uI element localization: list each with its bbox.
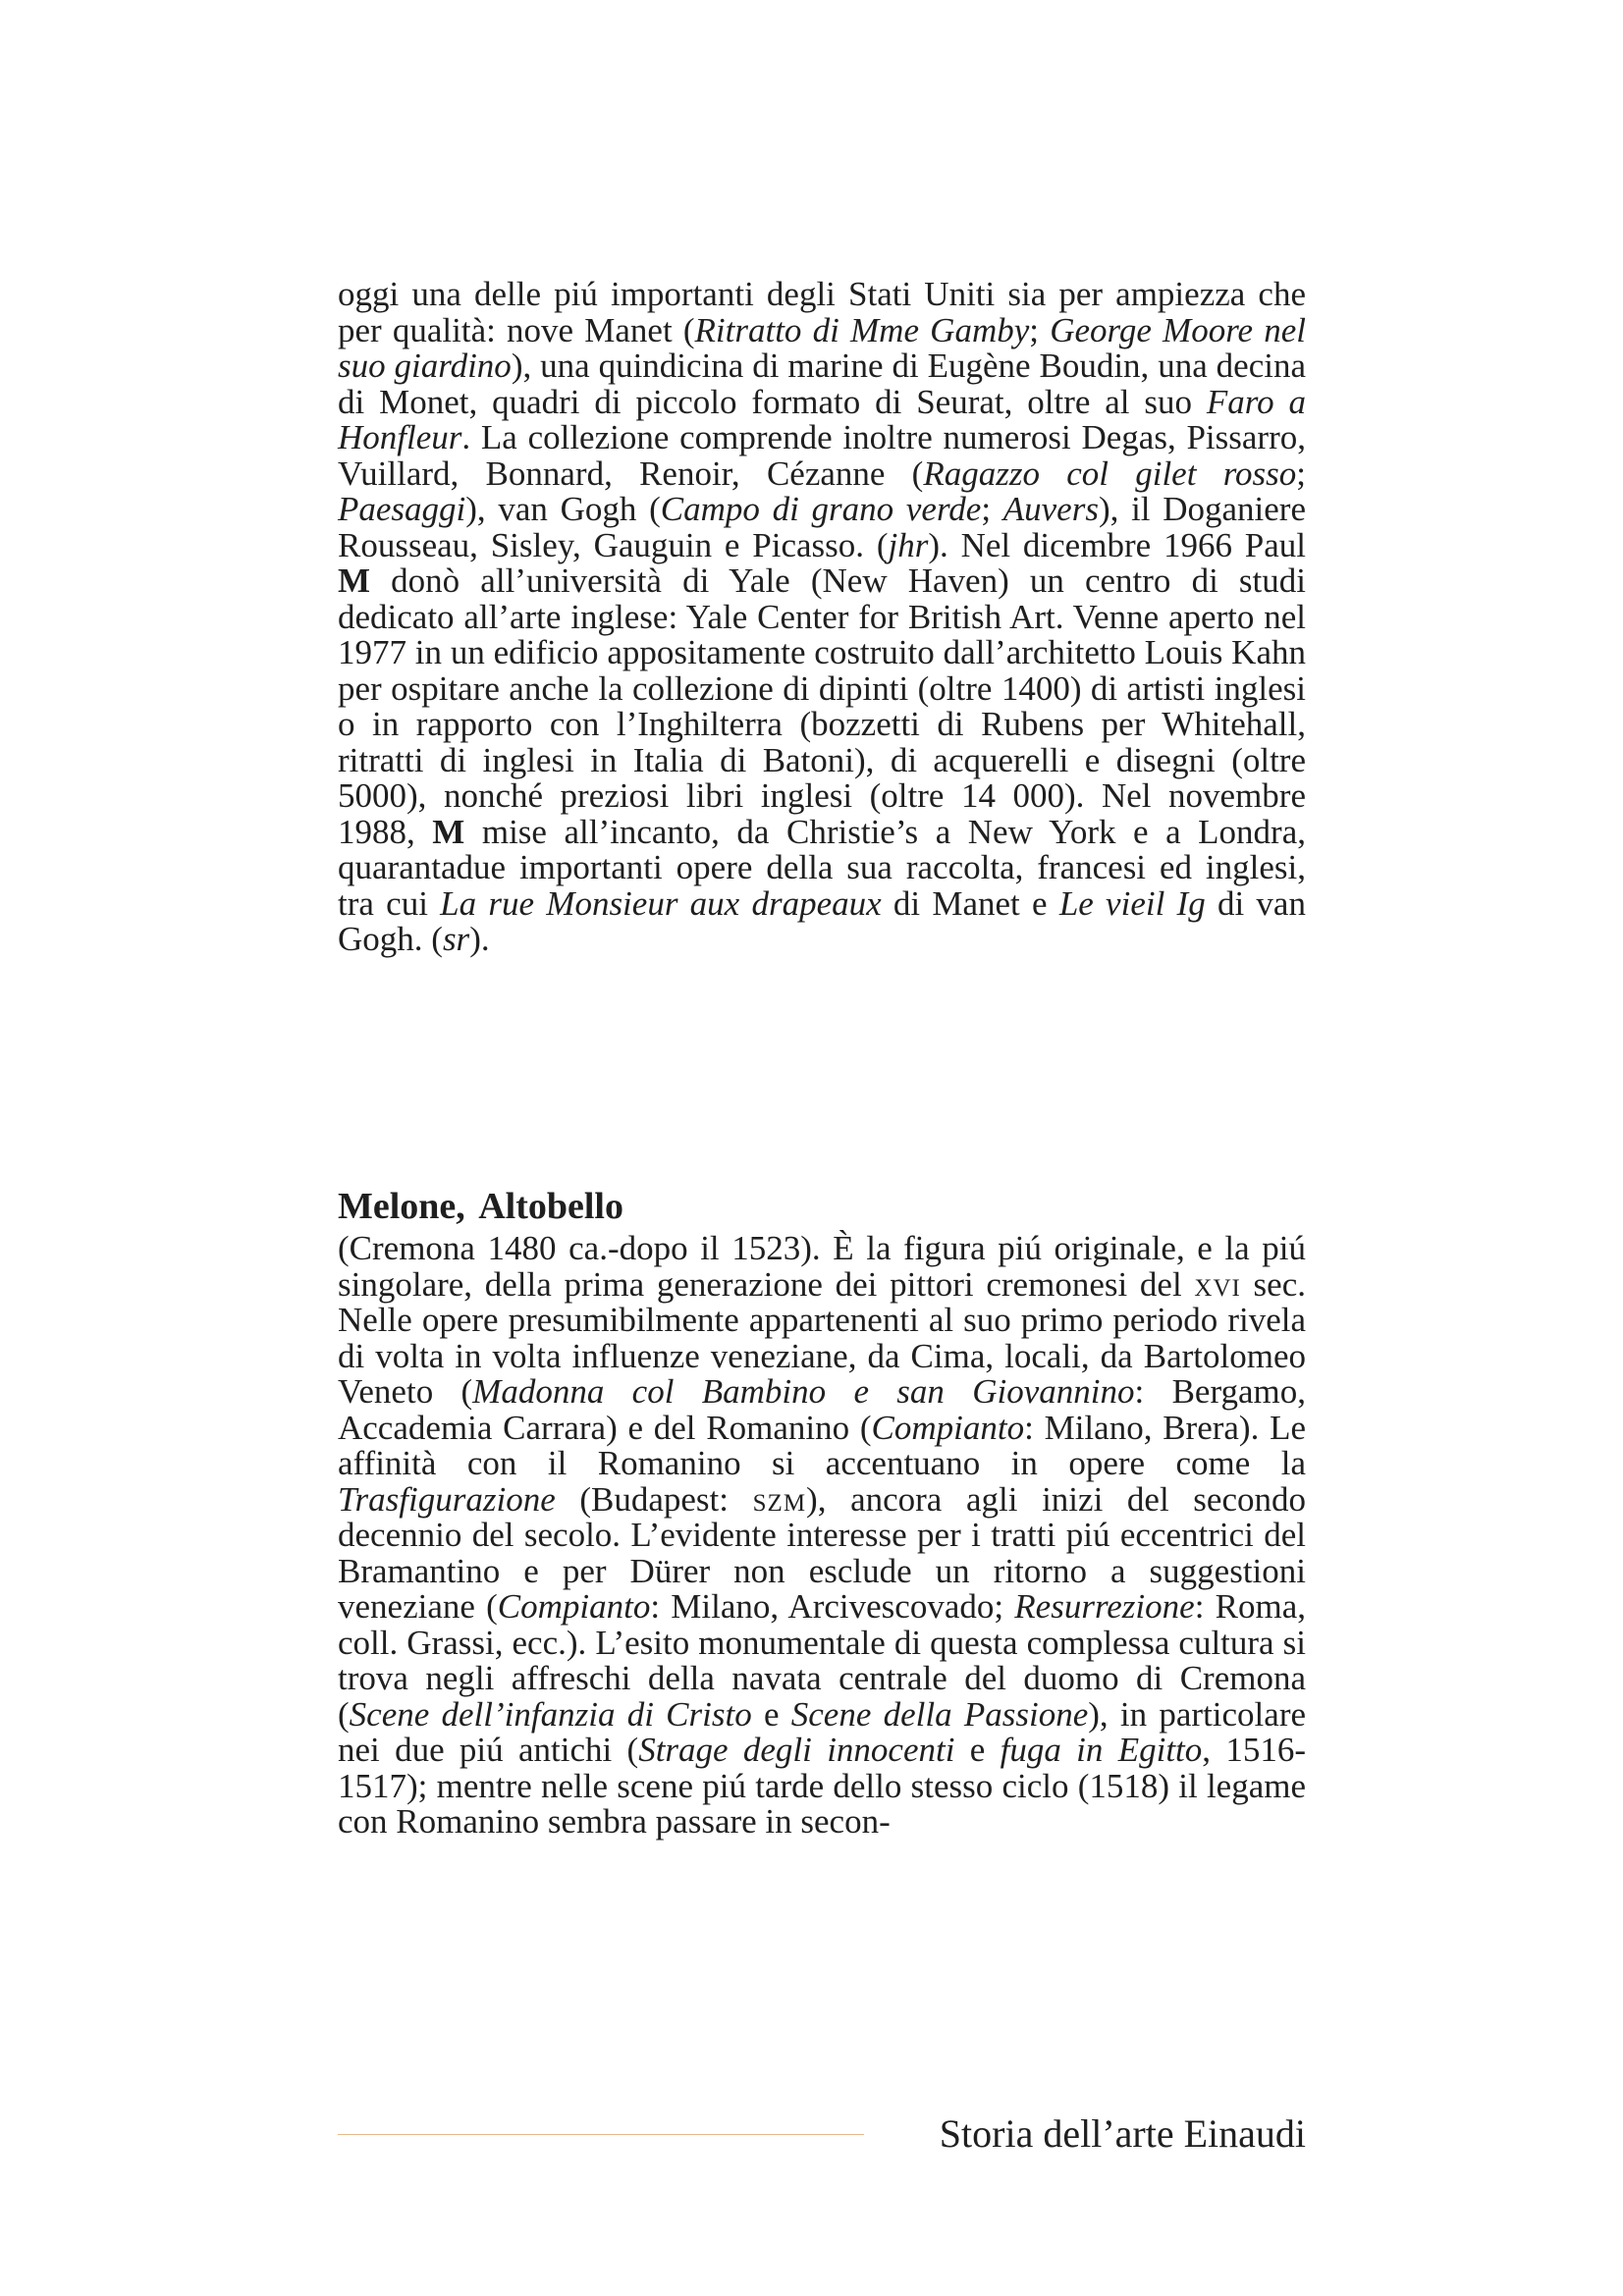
entry-abbreviation: M xyxy=(338,561,371,600)
page-footer xyxy=(338,2110,1306,2160)
text-run: : Milano, Brera). Le affinità con il Romanino si accentuano in opere come la xyxy=(338,1408,1306,1482)
text-run: (Budapest: xyxy=(555,1479,753,1519)
artwork-title: Faro a Honfleur xyxy=(338,382,1306,456)
text-run: ), una quindicina di marine di Eugène Boudin, una decina di Monet, quadri di piccolo formato di Seurat, oltre al suo xyxy=(338,347,1307,421)
publication-title: Storia dell’arte Einaudi xyxy=(939,2111,1306,2156)
text-run: ), van Gogh ( xyxy=(465,490,661,528)
text-run: ), in particolare nei due piú antichi ( xyxy=(338,1694,1307,1769)
text-run: oggi una delle piú importanti degli Stati Uniti sia per ampiezza che per qualità: nove Manet ( xyxy=(338,275,1306,349)
text-run: di van Gogh. ( xyxy=(338,883,1306,958)
text-run: ; xyxy=(1296,454,1306,493)
artwork-title: Campo di grano verde xyxy=(660,490,982,528)
artwork-title: Auvers xyxy=(1002,490,1099,528)
text-run: (Cremona 1480 ca.-dopo il 1523). È la figura piú originale, e la piú singolare, della prima generazione dei pittori cremonesi del xyxy=(338,1229,1306,1304)
text-run: ), ancora agli inizi del secondo decennio del secolo. L’evidente interesse per i tratti piú eccentrici del Bramantino e per Dürer non esclude un ritorno a suggestioni veneziane ( xyxy=(338,1479,1306,1626)
text-run: e xyxy=(751,1694,791,1734)
author-initials: jhr xyxy=(888,525,929,564)
artwork-title: La rue Monsieur aux drapeaux xyxy=(440,883,882,923)
paragraph xyxy=(338,277,1306,958)
footer-rule xyxy=(338,2134,864,2135)
artwork-title: Madonna col Bambino e san Giovannino xyxy=(472,1372,1135,1411)
text-run: ). xyxy=(469,920,490,958)
text-run: di Manet e xyxy=(881,883,1059,923)
museum-abbreviation: szm xyxy=(752,1479,807,1519)
text-run: donò all’università di Yale (New Haven) un centro di studi dedicato all’arte inglese: Yale Center for British Art. Venne aperto nel 1977 in un edificio appositamente costruito dall’architetto Louis Kahn per ospitare anche la collezione di dipinti (oltre 1400) di artisti inglesi o in rapporto con l’Inghilterra (bozzetti di Rubens per Whitehall, ritratti di inglesi in Italia di Batoni), di acquerelli e disegni (oltre 5000), nonché preziosi libri inglesi (oltre 14 000). Nel novembre 1988, xyxy=(338,561,1306,851)
entry-abbreviation: M xyxy=(432,812,465,851)
text-run: , 1516-1517); mentre nelle scene piú tarde dello stesso ciclo (1518) il legame con Romanino sembra passare in secon- xyxy=(338,1731,1307,1841)
artwork-title: Trasfigurazione xyxy=(338,1479,556,1519)
paragraph xyxy=(338,1231,1306,1841)
entry-heading: Melone, Altobello xyxy=(338,1186,623,1227)
text-run: ). Nel dicembre 1966 Paul xyxy=(928,525,1306,564)
artwork-title: Scene della Passione xyxy=(790,1694,1089,1734)
artwork-title: Le vieil Ig xyxy=(1058,883,1206,923)
artwork-title: George Moore nel suo giardino xyxy=(338,310,1306,385)
artwork-title: Resurrezione xyxy=(1014,1587,1195,1626)
previous-entry-continuation xyxy=(338,277,1306,958)
text-run: mise all’incanto, da Christie’s a New York e a Londra, quarantadue importanti opere della sua raccolta, francesi ed inglesi, tra cui xyxy=(338,812,1306,923)
text-run: e xyxy=(954,1731,1001,1769)
text-run: ; xyxy=(981,490,1003,528)
century-numeral: xvi xyxy=(1194,1264,1241,1304)
artwork-title: Scene dell’infanzia di Cristo xyxy=(349,1694,752,1734)
artwork-title: Compianto xyxy=(497,1587,651,1626)
artwork-title: Strage degli innocenti xyxy=(638,1731,955,1769)
text-run: ; xyxy=(1029,310,1051,349)
artwork-title: fuga in Egitto xyxy=(1000,1731,1203,1769)
text-run: : Bergamo, Accademia Carrara) e del Romanino ( xyxy=(338,1372,1306,1447)
text-run: : Roma, coll. Grassi, ecc.). L’esito monumentale di questa complessa cultura si trova negli affreschi della navata centrale del duomo di Cremona ( xyxy=(338,1587,1306,1734)
artwork-title: Paesaggi xyxy=(338,490,466,528)
text-run: . La collezione comprende inoltre numerosi Degas, Pissarro, Vuillard, Bonnard, Renoir, Cézanne ( xyxy=(338,418,1306,493)
text-run: sec. Nelle opere presumibilmente appartenenti al suo primo periodo rivela di volta in volta influenze veneziane, da Cima, locali, da Bartolomeo Veneto ( xyxy=(338,1264,1306,1411)
author-initials: sr xyxy=(442,920,470,958)
entry-body xyxy=(338,1231,1306,1841)
artwork-title: Ritratto di Mme Gamby xyxy=(694,310,1030,349)
text-run: ), il Doganiere Rousseau, Sisley, Gauguin e Picasso. ( xyxy=(338,490,1306,564)
artwork-title: Compianto xyxy=(871,1408,1025,1447)
artwork-title: Ragazzo col gilet rosso xyxy=(923,454,1297,493)
text-run: : Milano, Arcivescovado; xyxy=(650,1587,1015,1626)
